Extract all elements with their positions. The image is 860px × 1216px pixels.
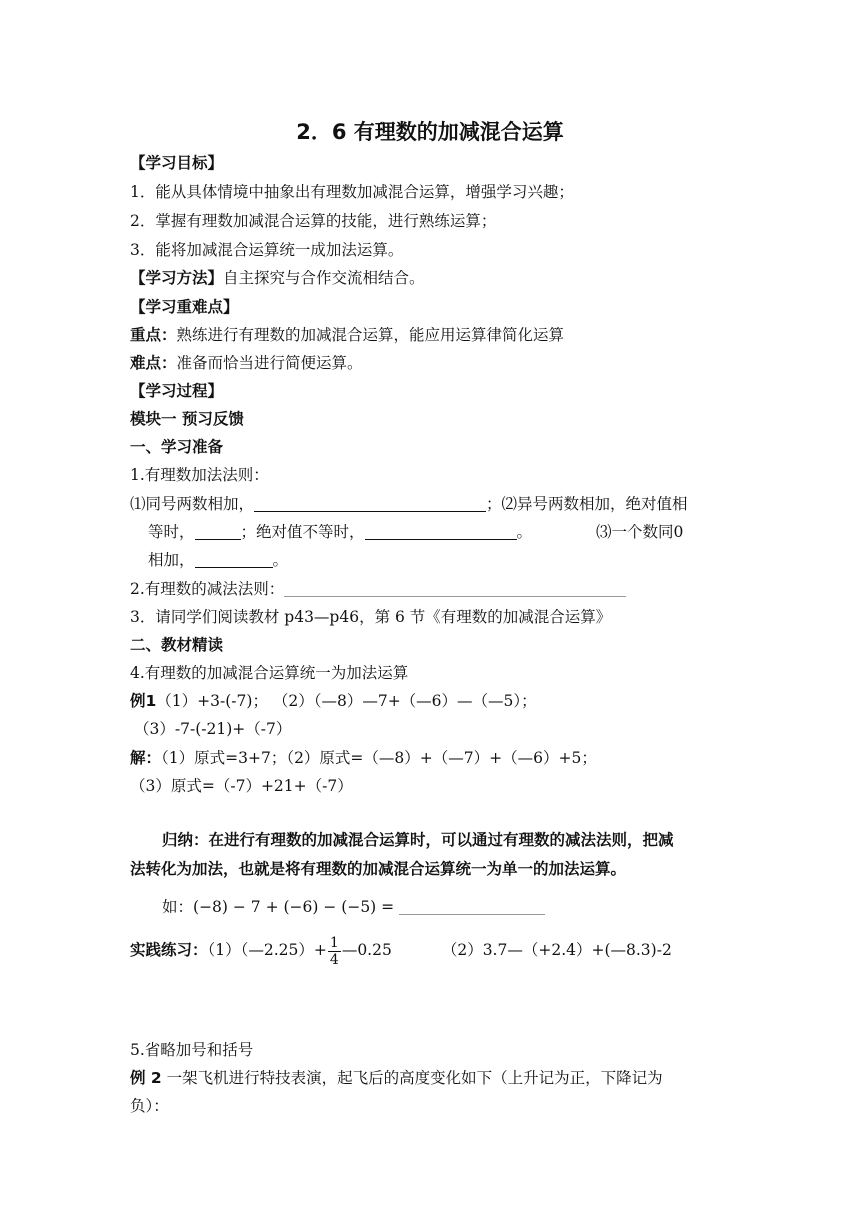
difficulty-label: 难点： [130, 354, 177, 372]
summary-line-1: 归纳：在进行有理数的加减混合运算时，可以通过有理数的减法法则，把减 [162, 831, 674, 849]
rule-3b: 。 [272, 551, 289, 569]
rule-2d: ⑶一个数同0 [596, 523, 684, 541]
method-line [130, 268, 425, 288]
item-5: 5.省略加号和括号 [130, 1041, 254, 1059]
blank-equal-abs[interactable] [195, 523, 241, 540]
goals-heading: 【学习目标】 [130, 154, 224, 172]
summary-line-2: 法转化为加法，也就是将有理数的加减混合运算统一为单一的加法运算。 [130, 860, 627, 878]
addition-rule-line-3 [148, 550, 288, 570]
solution-text: （1）原式=3+7；（2）原式=（—8）+（—7）+（—6）+5； [161, 749, 597, 767]
item-3: 3．请同学们阅读教材 p43—p46，第 6 节《有理数的加减混合运算》 [130, 608, 612, 626]
blank-unequal-abs[interactable] [365, 523, 517, 540]
solution-label: 解： [130, 749, 162, 767]
rule-2b: ；绝对值不等时， [240, 523, 365, 541]
practice-label: 实践练习： [130, 941, 208, 959]
fraction-numerator: 1 [329, 934, 339, 951]
part-one-heading: 一、学习准备 [130, 438, 224, 456]
solution-line-2: （3）原式=（-7）+21+（-7） [130, 777, 353, 795]
part-two-heading: 二、教材精读 [130, 636, 224, 654]
goal-3: 3．能将加减混合运算统一成加法运算。 [130, 241, 404, 259]
practice-part-c: （2）3.7—（+2.4）+(—8.3)-2 [441, 941, 672, 959]
key-label: 重点： [130, 326, 177, 344]
item-2 [130, 579, 626, 599]
key-point-line [130, 325, 564, 345]
difficulty-line [130, 353, 363, 373]
fraction-denominator: 4 [329, 951, 339, 968]
example-1-line-2: （3）-7-(-21)+（-7） [134, 720, 292, 738]
example-2-line-2: 负）： [130, 1097, 169, 1115]
example-2-line-1 [130, 1068, 663, 1088]
page-title: 2．6 有理数的加减混合运算 [296, 120, 564, 144]
rule-3a: 相加， [148, 551, 195, 569]
blank-like-answer[interactable] [399, 898, 545, 915]
key-heading: 【学习重难点】 [130, 298, 239, 316]
example-2-label: 例 2 [130, 1069, 162, 1087]
rule-1b: ；⑵异号两数相加，绝对值相 [486, 495, 688, 513]
example-2-text: 一架飞机进行特技表演，起飞后的高度变化如下（上升记为正，下降记为 [166, 1069, 663, 1087]
solution-line-1 [130, 748, 597, 768]
method-text: 自主探究与合作交流相结合。 [223, 269, 425, 287]
process-heading: 【学习过程】 [130, 382, 224, 400]
blank-add-zero[interactable] [195, 551, 273, 568]
like-label: 如： [162, 898, 194, 916]
like-expression: (−8) − 7 + (−6) − (−5) = [193, 898, 395, 916]
example-1-label: 例1 [130, 692, 157, 710]
practice-part-b: —0.25 [341, 941, 392, 959]
example-1-line-1 [130, 691, 537, 711]
difficulty-text: 准备而恰当进行简便运算。 [176, 354, 363, 372]
addition-rule-line-1 [130, 494, 688, 514]
practice-part-a: （1）（—2.25）+ [207, 941, 327, 959]
addition-rule-line-2 [148, 522, 683, 542]
blank-same-sign[interactable] [254, 495, 486, 512]
practice-line [130, 930, 672, 970]
goal-2: 2．掌握有理数加减混合运算的技能，进行熟练运算； [130, 212, 497, 230]
example-1-text: （1）+3-(-7)； （2）（—8）—7+（—6）—（—5）； [156, 692, 537, 710]
method-heading: 【学习方法】 [130, 269, 224, 287]
goal-1: 1．能从具体情境中抽象出有理数加减混合运算，增强学习兴趣； [130, 183, 574, 201]
item-1: 1.有理数加法法则： [130, 466, 269, 484]
module-one-heading: 模块一 预习反馈 [130, 410, 244, 428]
item-4: 4.有理数的加减混合运算统一为加法运算 [130, 664, 409, 682]
fraction-one-quarter [328, 935, 341, 968]
rule-2a: 等时， [148, 523, 195, 541]
item-2-text: 2.有理数的减法法则： [130, 580, 285, 598]
key-text: 熟练进行有理数的加减混合运算，能应用运算律简化运算 [176, 326, 565, 344]
like-example [162, 897, 545, 917]
rule-2c: 。 [516, 523, 533, 541]
rule-1a: ⑴同号两数相加， [130, 495, 255, 513]
blank-subtraction-rule[interactable] [284, 580, 626, 597]
